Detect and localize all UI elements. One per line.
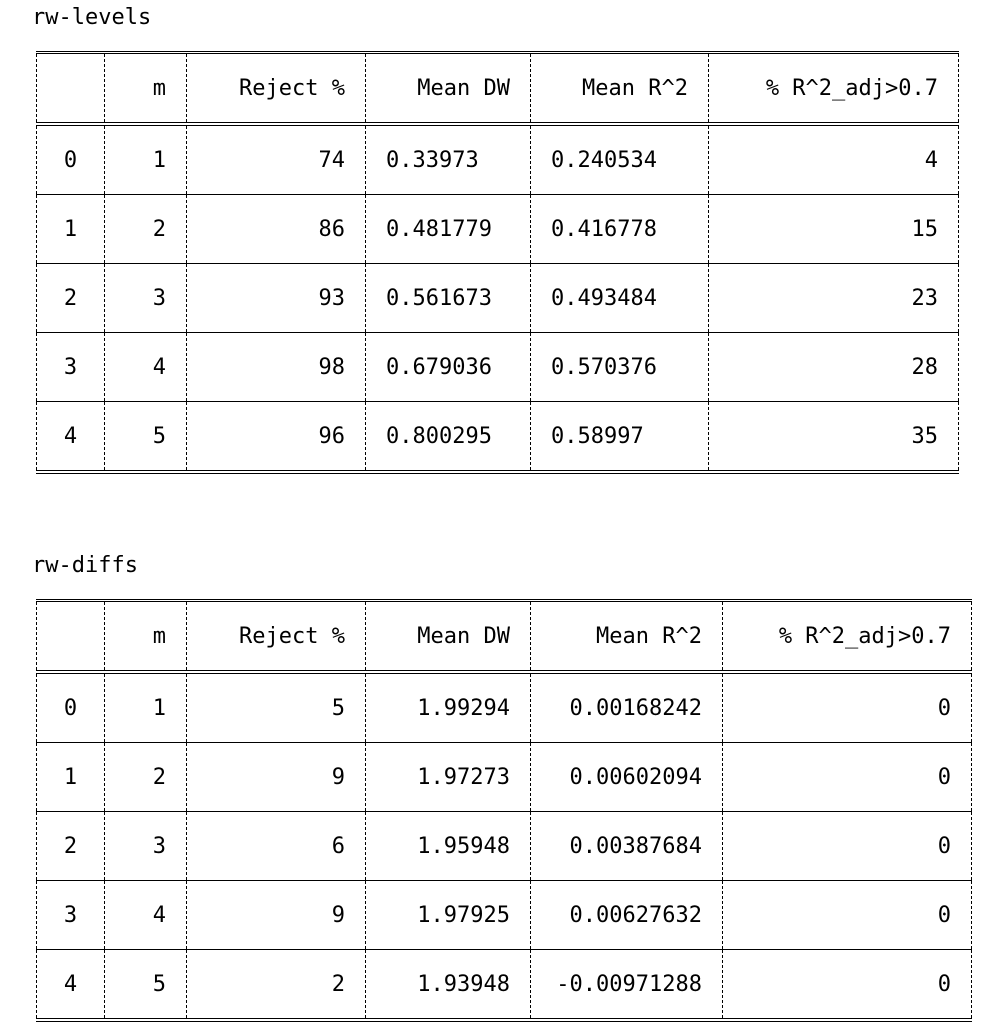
- table-row: [37, 333, 959, 402]
- cell-reject: 9: [187, 743, 366, 812]
- cell-m: 2: [105, 743, 187, 812]
- header-mean-dw: Mean DW: [366, 601, 531, 673]
- header-mean-dw: Mean DW: [366, 53, 531, 125]
- cell-r2-adj: 0: [723, 743, 972, 812]
- cell-mean-dw: 0.800295: [366, 402, 531, 473]
- cell-mean-dw: 0.561673: [366, 264, 531, 333]
- cell-reject: 93: [187, 264, 366, 333]
- header-reject: Reject %: [187, 53, 366, 125]
- cell-reject: 86: [187, 195, 366, 264]
- cell-m: 5: [105, 402, 187, 473]
- table-row: [37, 881, 972, 950]
- header-mean-r2: Mean R^2: [531, 601, 723, 673]
- row-index: 3: [37, 881, 105, 950]
- cell-mean-dw: 0.679036: [366, 333, 531, 402]
- cell-r2-adj: 28: [709, 333, 959, 402]
- table-row: [37, 124, 959, 195]
- header-mean-r2: Mean R^2: [531, 53, 709, 125]
- cell-r2-adj: 0: [723, 812, 972, 881]
- cell-mean-r2: 0.570376: [531, 333, 709, 402]
- cell-mean-dw: 1.97925: [366, 881, 531, 950]
- cell-mean-dw: 1.95948: [366, 812, 531, 881]
- cell-r2-adj: 0: [723, 672, 972, 743]
- cell-mean-r2: 0.00627632: [531, 881, 723, 950]
- row-index: 3: [37, 333, 105, 402]
- header-m: m: [105, 53, 187, 125]
- cell-r2-adj: 0: [723, 881, 972, 950]
- table-header-row: [37, 601, 972, 673]
- cell-mean-r2: 0.00168242: [531, 672, 723, 743]
- cell-mean-r2: 0.416778: [531, 195, 709, 264]
- cell-mean-r2: 0.58997: [531, 402, 709, 473]
- table-row: [37, 402, 959, 473]
- cell-m: 3: [105, 264, 187, 333]
- table-header-row: [37, 53, 959, 125]
- cell-reject: 6: [187, 812, 366, 881]
- table-title-rw-diffs: rw-diffs: [32, 553, 138, 578]
- cell-m: 4: [105, 333, 187, 402]
- table-row: [37, 195, 959, 264]
- header-index: [37, 601, 105, 673]
- header-reject: Reject %: [187, 601, 366, 673]
- cell-reject: 96: [187, 402, 366, 473]
- row-index: 1: [37, 743, 105, 812]
- table-row: [37, 950, 972, 1021]
- cell-mean-dw: 1.97273: [366, 743, 531, 812]
- cell-reject: 2: [187, 950, 366, 1021]
- table-title-rw-levels: rw-levels: [32, 5, 152, 30]
- header-r2-adj: % R^2_adj>0.7: [709, 53, 959, 125]
- row-index: 0: [37, 672, 105, 743]
- cell-mean-dw: 1.99294: [366, 672, 531, 743]
- row-index: 4: [37, 402, 105, 473]
- cell-mean-dw: 0.481779: [366, 195, 531, 264]
- cell-mean-dw: 1.93948: [366, 950, 531, 1021]
- rw-levels-table: [36, 51, 959, 474]
- row-index: 1: [37, 195, 105, 264]
- row-index: 2: [37, 264, 105, 333]
- cell-m: 5: [105, 950, 187, 1021]
- rw-diffs-table: [36, 599, 972, 1022]
- table-row: [37, 743, 972, 812]
- cell-m: 1: [105, 124, 187, 195]
- cell-mean-r2: -0.00971288: [531, 950, 723, 1021]
- row-index: 2: [37, 812, 105, 881]
- cell-mean-r2: 0.00602094: [531, 743, 723, 812]
- cell-mean-r2: 0.00387684: [531, 812, 723, 881]
- cell-reject: 5: [187, 672, 366, 743]
- cell-r2-adj: 23: [709, 264, 959, 333]
- cell-reject: 74: [187, 124, 366, 195]
- row-index: 0: [37, 124, 105, 195]
- table-row: [37, 264, 959, 333]
- cell-mean-r2: 0.240534: [531, 124, 709, 195]
- cell-r2-adj: 4: [709, 124, 959, 195]
- header-m: m: [105, 601, 187, 673]
- cell-r2-adj: 0: [723, 950, 972, 1021]
- cell-reject: 9: [187, 881, 366, 950]
- row-index: 4: [37, 950, 105, 1021]
- table-row: [37, 672, 972, 743]
- cell-m: 1: [105, 672, 187, 743]
- cell-mean-r2: 0.493484: [531, 264, 709, 333]
- cell-m: 2: [105, 195, 187, 264]
- header-index: [37, 53, 105, 125]
- table-row: [37, 812, 972, 881]
- cell-mean-dw: 0.33973: [366, 124, 531, 195]
- cell-m: 3: [105, 812, 187, 881]
- header-r2-adj: % R^2_adj>0.7: [723, 601, 972, 673]
- cell-r2-adj: 15: [709, 195, 959, 264]
- cell-r2-adj: 35: [709, 402, 959, 473]
- cell-m: 4: [105, 881, 187, 950]
- cell-reject: 98: [187, 333, 366, 402]
